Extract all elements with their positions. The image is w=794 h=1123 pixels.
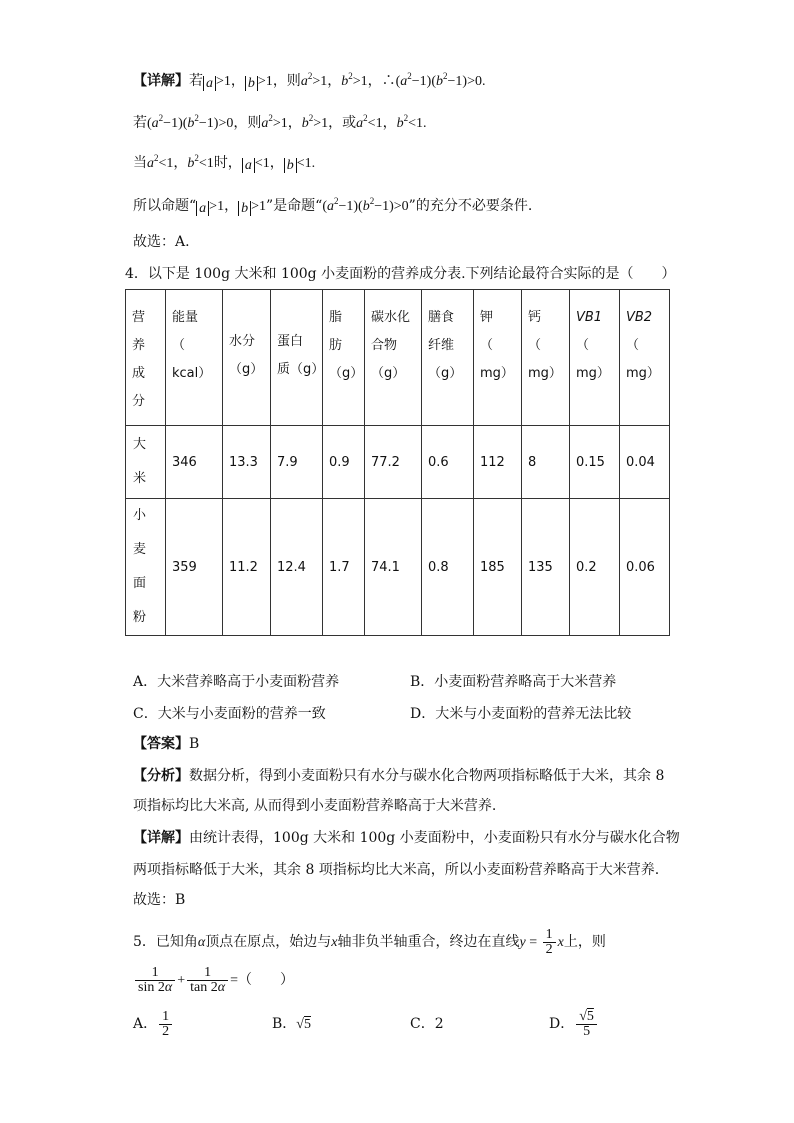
option-b: B．小麦面粉营养略高于大米营养 xyxy=(410,674,617,690)
table-cell: 112 xyxy=(474,426,522,499)
table-cell: 13.3 xyxy=(223,426,271,499)
table-cell: 77.2 xyxy=(365,426,422,499)
header-cell: 蛋白 质（g） xyxy=(271,290,323,426)
nutrition-table xyxy=(125,289,670,636)
table-cell: 359 xyxy=(166,499,223,636)
table-cell: 12.4 xyxy=(271,499,323,636)
q3-detail-line-4: 所以命题“ a >1， b >1”是命题“$(a^2-1)(b^2-1)>0$”的充分不必要条件. xyxy=(133,196,533,216)
q3-detail-line-1: 【详解】若 a >1， b >1，则$a^2>1$，$b^2>1$，$\therefore(a^2-1)(b^2-1)>0$. xyxy=(133,71,486,91)
q4-answer: 【答案】B xyxy=(133,736,200,752)
table-cell: 0.15 xyxy=(570,426,620,499)
q5-option-d: D． $\frac{√5}{5}$ xyxy=(549,1004,599,1045)
table-cell: 0.8 xyxy=(422,499,474,636)
q5-stem-line-1: 5．已知角α顶点在原点，始边与x轴非负半轴重合，终边在直线y = $\frac{1}{2}$ x上，则 xyxy=(133,927,606,958)
q4-stem: 4．以下是 100g 大米和 100g 小麦面粉的营养成分表.下列结论最符合实际的是（ ） xyxy=(125,266,676,282)
q4-choice: 故选：B xyxy=(133,892,186,908)
q5-option-b: B．√5 xyxy=(272,1016,311,1032)
q4-analysis-line-1: 【分析】数据分析，得到小麦面粉只有水分与碳水化合物两项指标略低于大米，其余 8 xyxy=(133,768,665,784)
table-cell: 7.9 xyxy=(271,426,323,499)
q5-option-c: C．2 xyxy=(410,1016,444,1032)
table-cell: 346 xyxy=(166,426,223,499)
option-c: C．大米与小麦面粉的营养一致 xyxy=(133,706,326,722)
table-header-row xyxy=(126,290,670,426)
table-cell: 0.04 xyxy=(620,426,670,499)
detail-tag: 【详解】 xyxy=(133,73,189,89)
header-cell: 钙 （ mg） xyxy=(522,290,570,426)
q3-detail-line-2: 若$(a^2-1)(b^2-1)>0$，则$a^2>1$，$b^2>1$，或$a^2<1$，$b^2<1$. xyxy=(133,113,427,131)
header-cell: VB2 （ mg） xyxy=(620,290,670,426)
table-cell: 0.9 xyxy=(323,426,365,499)
q5-option-a: A． $\frac{1}{2}$ xyxy=(133,1004,174,1045)
table-cell: 185 xyxy=(474,499,522,636)
q3-choice: 故选：A. xyxy=(133,234,190,250)
table-cell: 135 xyxy=(522,499,570,636)
header-cell: 钾 （ mg） xyxy=(474,290,522,426)
option-a: A．大米营养略高于小麦面粉营养 xyxy=(133,674,340,690)
header-cell: 营 养 成 分 xyxy=(126,290,166,426)
table-cell: 0.6 xyxy=(422,426,474,499)
header-cell: VB1 （ mg） xyxy=(570,290,620,426)
table-row xyxy=(126,499,670,636)
header-cell: 水分 （g） xyxy=(223,290,271,426)
row-label: 大 米 xyxy=(126,426,166,499)
table-row xyxy=(126,426,670,499)
header-cell: 膳食 纤维 （g） xyxy=(422,290,474,426)
header-cell: 脂 肪 （g） xyxy=(323,290,365,426)
table-cell: 0.2 xyxy=(570,499,620,636)
q4-detail-line-1: 【详解】由统计表得，100g 大米和 100g 小麦面粉中，小麦面粉只有水分与碳水化合物 xyxy=(133,830,680,846)
table-cell: 8 xyxy=(522,426,570,499)
row-label: 小 麦 面 粉 xyxy=(126,499,166,636)
header-cell: 能量 （ kcal） xyxy=(166,290,223,426)
table-cell: 0.06 xyxy=(620,499,670,636)
table-cell: 74.1 xyxy=(365,499,422,636)
header-cell: 碳水化 合物 （g） xyxy=(365,290,422,426)
q4-detail-line-2: 两项指标略低于大米，其余 8 项指标均比大米高，所以小麦面粉营养略高于大米营养. xyxy=(133,862,660,878)
table-cell: 1.7 xyxy=(323,499,365,636)
q5-expression: $\frac{1}{\sin 2\alpha}$ + $\frac{1}{\tan 2\alpha}$ =（ ） xyxy=(133,960,294,1001)
q4-analysis-line-2: 项指标均比大米高, 从而得到小麦面粉营养略高于大米营养. xyxy=(133,798,497,814)
table-cell: 11.2 xyxy=(223,499,271,636)
option-d: D．大米与小麦面粉的营养无法比较 xyxy=(410,706,632,722)
q3-detail-line-3: 当$a^2<1$，$b^2<1$时， a <1， b <1. xyxy=(133,153,316,173)
alpha-symbol: α xyxy=(197,935,206,950)
